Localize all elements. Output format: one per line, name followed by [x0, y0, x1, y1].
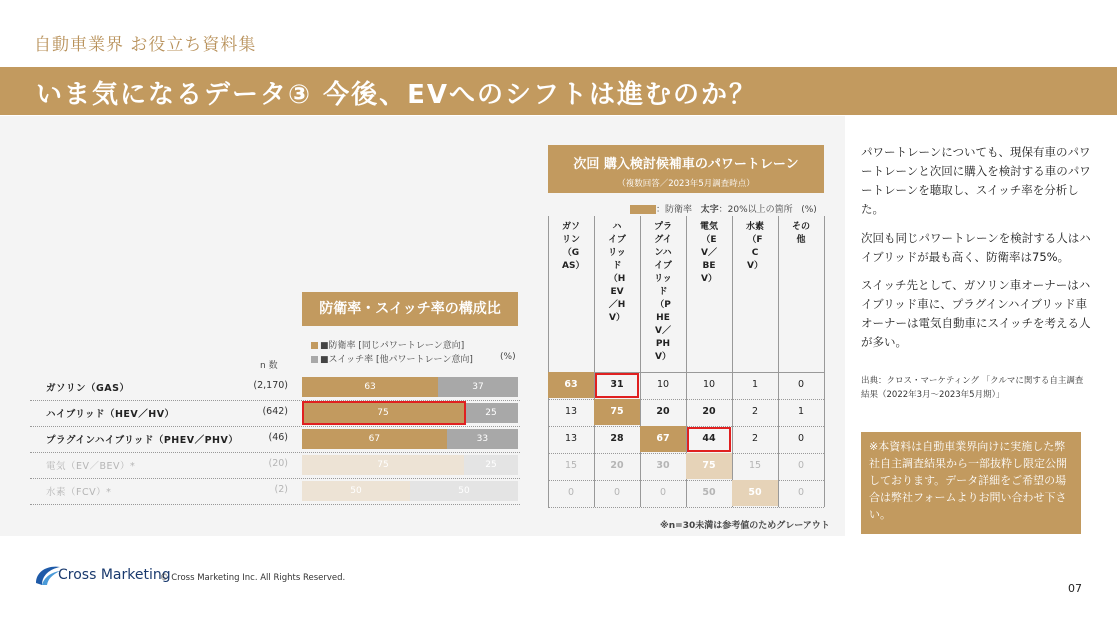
- page-number: 07: [1068, 582, 1082, 595]
- left-pct-label: (%): [500, 352, 516, 362]
- page-title: いま気になるデータ③ 今後、EVへのシフトは進むのか？: [36, 80, 757, 110]
- table-cell: 67: [640, 426, 686, 452]
- table-cell: 28: [610, 433, 624, 444]
- table-cell: 0: [613, 487, 621, 498]
- table-cell: 2: [751, 433, 759, 444]
- row-n: (642): [262, 406, 288, 417]
- table-cell: 0: [797, 433, 805, 444]
- legend-defend: ■防衛率 [同じパワートレーン意向]: [311, 338, 464, 351]
- paragraph-1: パワートレーンについても、現保有車のパワートレーンと次回に購入を検討する車のパワートレーンを聴取し、スイッチ率を分析した。: [861, 145, 1091, 216]
- bar-defend: 67: [302, 429, 447, 449]
- row-label: ハイブリッド（HEV／HV）: [46, 409, 175, 420]
- section-label: 自動車業界 お役立ち資料集: [34, 35, 257, 55]
- table-cell: 15: [748, 460, 762, 471]
- brand-name: Cross Marketing: [58, 567, 171, 583]
- right-table-title: 次回 購入検討候補車のパワートレーン: [573, 157, 799, 172]
- highlight-box: [302, 401, 466, 425]
- paragraph-3: スイッチ先として、ガソリン車オーナーはハイブリッド車に、プラグインハイブリッド車オーナーは電気自動車にスイッチを考える人が多い。: [861, 278, 1091, 349]
- swatch-defend: [311, 342, 318, 349]
- table-cell: 75: [594, 399, 640, 425]
- table-cell: 20: [610, 460, 624, 471]
- highlight-box: [687, 427, 731, 452]
- table-cell: 75: [686, 453, 732, 479]
- swatch-switch: [311, 356, 318, 363]
- table-legend: ：防衛率 太字：20%以上の箇所 (%): [630, 202, 817, 215]
- paragraph-2: 次回も同じパワートレーンを検討する人はハイブリッドが最も高く、防衛率は75%。: [861, 231, 1091, 264]
- bar-defend: 75: [302, 455, 464, 475]
- column-header: その他: [792, 222, 811, 245]
- row-label: 水素（FCV）*: [46, 487, 112, 498]
- column-header: ハイブリッド（HEV／HV）: [608, 222, 626, 323]
- table-cell: 2: [751, 406, 759, 417]
- bar-defend: 50: [302, 481, 410, 501]
- right-table-header: [548, 145, 824, 193]
- table-cell: 30: [656, 460, 670, 471]
- source-note: 出典：クロス・マーケティング 「クルマに関する自主調査結果（2022年3月～2023年5月期）」: [861, 376, 1084, 400]
- row-divider: [30, 504, 520, 505]
- table-cell: 0: [659, 487, 667, 498]
- right-table-subtitle: （複数回答／2023年5月調査時点）: [617, 179, 755, 189]
- table-cell: 13: [564, 433, 578, 444]
- row-label: 電気（EV／BEV）*: [46, 461, 136, 472]
- table-cell: 0: [797, 487, 805, 498]
- table-footnote: ※n=30未満は参考値のためグレーアウト: [660, 521, 830, 531]
- table-cell: 0: [567, 487, 575, 498]
- table-cell: 13: [564, 406, 578, 417]
- table-cell: 20: [656, 406, 670, 417]
- row-divider: [30, 426, 520, 427]
- column-divider: [824, 216, 825, 507]
- copyright: © Cross Marketing Inc. All Rights Reserved.: [160, 573, 346, 583]
- column-header: 電気（EV／BEV）: [700, 222, 719, 284]
- table-legend-swatch: [630, 205, 656, 214]
- table-cell: 0: [797, 379, 805, 390]
- table-cell: 31: [610, 379, 624, 390]
- bar-switch: 25: [464, 455, 518, 475]
- row-divider: [30, 452, 520, 453]
- row-label: プラグインハイブリッド（PHEV／PHV）: [46, 435, 239, 446]
- row-n: (2,170): [253, 380, 288, 391]
- row-divider: [548, 507, 824, 508]
- table-cell: 0: [797, 460, 805, 471]
- table-cell: 10: [702, 379, 716, 390]
- bar-defend: 75: [302, 403, 464, 423]
- row-n: (46): [268, 432, 288, 443]
- table-cell: 10: [656, 379, 670, 390]
- left-chart-title: 防衛率・スイッチ率の構成比: [302, 292, 518, 326]
- table-cell: 44: [702, 433, 716, 444]
- bar-switch: 50: [410, 481, 518, 501]
- row-divider: [30, 478, 520, 479]
- row-n: (20): [268, 458, 288, 469]
- table-cell: 63: [548, 372, 594, 398]
- table-cell: 50: [732, 480, 778, 506]
- table-cell: 20: [702, 406, 716, 417]
- bar-switch: 33: [447, 429, 518, 449]
- bar-switch: 37: [438, 377, 518, 397]
- column-header: 水素（FCV）: [746, 222, 765, 271]
- column-header: ガソリン（GAS）: [562, 222, 585, 271]
- bar-switch: 25: [464, 403, 518, 423]
- highlight-box: [595, 373, 639, 398]
- bar-defend: 63: [302, 377, 438, 397]
- right-table: [548, 216, 824, 510]
- disclaimer-box: ※本資料は自動車業界向けに実施した弊社自主調査結果から一部抜粋し限定公開しております。データ詳細をご希望の場合は弊社フォームよりお問い合わせ下さい。: [861, 432, 1081, 534]
- row-n: (2): [274, 484, 288, 495]
- column-header: プラグインハイブリッド（PHEV／PHV）: [654, 222, 673, 362]
- row-label: ガソリン（GAS）: [46, 383, 130, 394]
- table-cell: 1: [751, 379, 759, 390]
- table-cell: 15: [564, 460, 578, 471]
- legend-switch: ■スイッチ率 [他パワートレーン意向]: [311, 352, 473, 365]
- table-cell: 50: [702, 487, 716, 498]
- n-header: n 数: [260, 361, 278, 371]
- table-cell: 1: [797, 406, 805, 417]
